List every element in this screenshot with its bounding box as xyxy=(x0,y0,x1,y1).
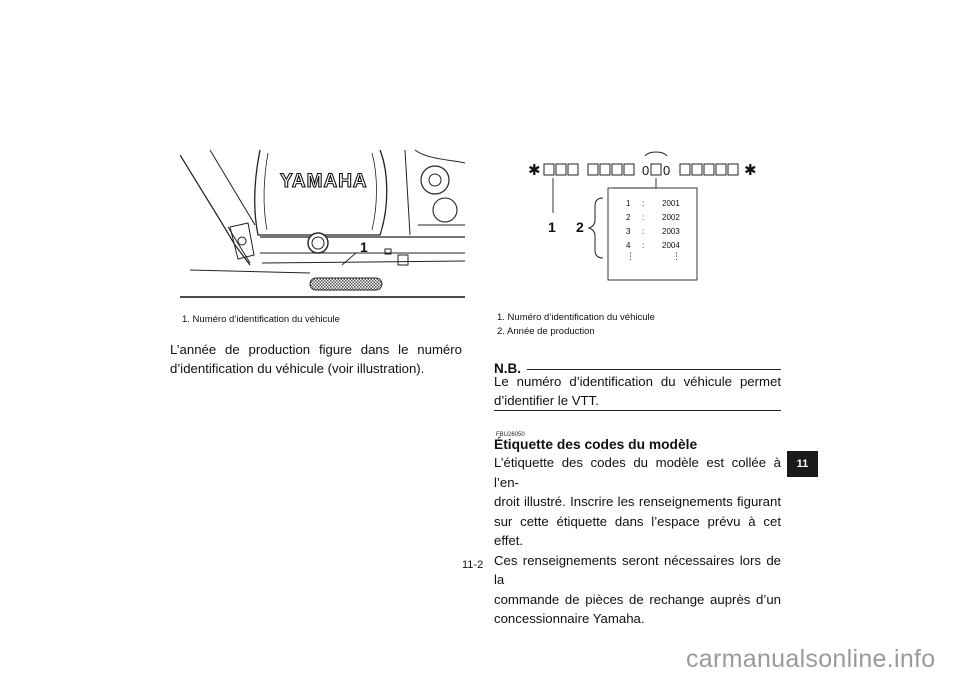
page-number: 11-2 xyxy=(462,559,484,571)
year-row: 1 : 2001 xyxy=(626,199,680,208)
section-title: Étiquette des codes du modèle xyxy=(494,437,698,452)
left-figure-caption: 1. Numéro d’identification du véhicule xyxy=(182,314,340,325)
svg-text:0: 0 xyxy=(663,163,671,178)
note-top-rule xyxy=(527,369,781,370)
section-line: droit illustré. Inscrire les renseignements figurant xyxy=(494,494,781,509)
year-table-continuation: ⋮ ⋮ xyxy=(626,251,681,261)
vin-callout-2: 2 xyxy=(576,219,584,235)
left-paragraph-line-2: d’identification du véhicule (voir illustration). xyxy=(170,361,425,376)
year-row: 2 : 2002 xyxy=(626,213,680,222)
note-line-2: d’identifier le VTT. xyxy=(494,393,599,408)
note-bottom-rule xyxy=(494,410,781,411)
note-line-1: Le numéro d’identification du véhicule permet xyxy=(494,374,781,389)
section-line: concessionnaire Yamaha. xyxy=(494,611,645,626)
section-line: commande de pièces de rechange auprès d’un xyxy=(494,591,781,607)
watermark: carmanualsonline.info xyxy=(686,645,936,673)
section-line: sur cette étiquette dans l’espace prévu à cet effet. xyxy=(494,513,781,548)
year-row: 4 : 2004 xyxy=(626,241,680,250)
year-row: 3 : 2003 xyxy=(626,227,680,236)
right-caption-2: 2. Année de production xyxy=(497,326,595,337)
section-paragraph xyxy=(494,453,781,629)
engine-illustration xyxy=(180,145,465,300)
vin-character-boxes xyxy=(544,163,738,178)
year-table xyxy=(608,197,697,259)
vin-callout-1: 1 xyxy=(548,219,556,235)
section-line: L’étiquette des codes du modèle est collée à l’en- xyxy=(494,455,781,490)
left-paragraph-line-1: L’année de production figure dans le numéro xyxy=(170,342,462,357)
note-title: N.B. xyxy=(494,361,521,376)
figure-callout-1: 1 xyxy=(360,239,368,255)
yamaha-logo-text: YAMAHA xyxy=(280,171,368,192)
section-line: Ces renseignements seront nécessaires lors de la xyxy=(494,552,781,587)
vin-asterisk-left-icon: ✱ xyxy=(528,161,541,179)
section-code: FBU26050 xyxy=(496,432,525,438)
chapter-tab: 11 xyxy=(787,451,818,477)
right-caption-1: 1. Numéro d’identification du véhicule xyxy=(497,312,655,323)
svg-text:0: 0 xyxy=(642,163,650,178)
vin-asterisk-right-icon: ✱ xyxy=(744,161,757,179)
vin-plate xyxy=(310,278,382,290)
